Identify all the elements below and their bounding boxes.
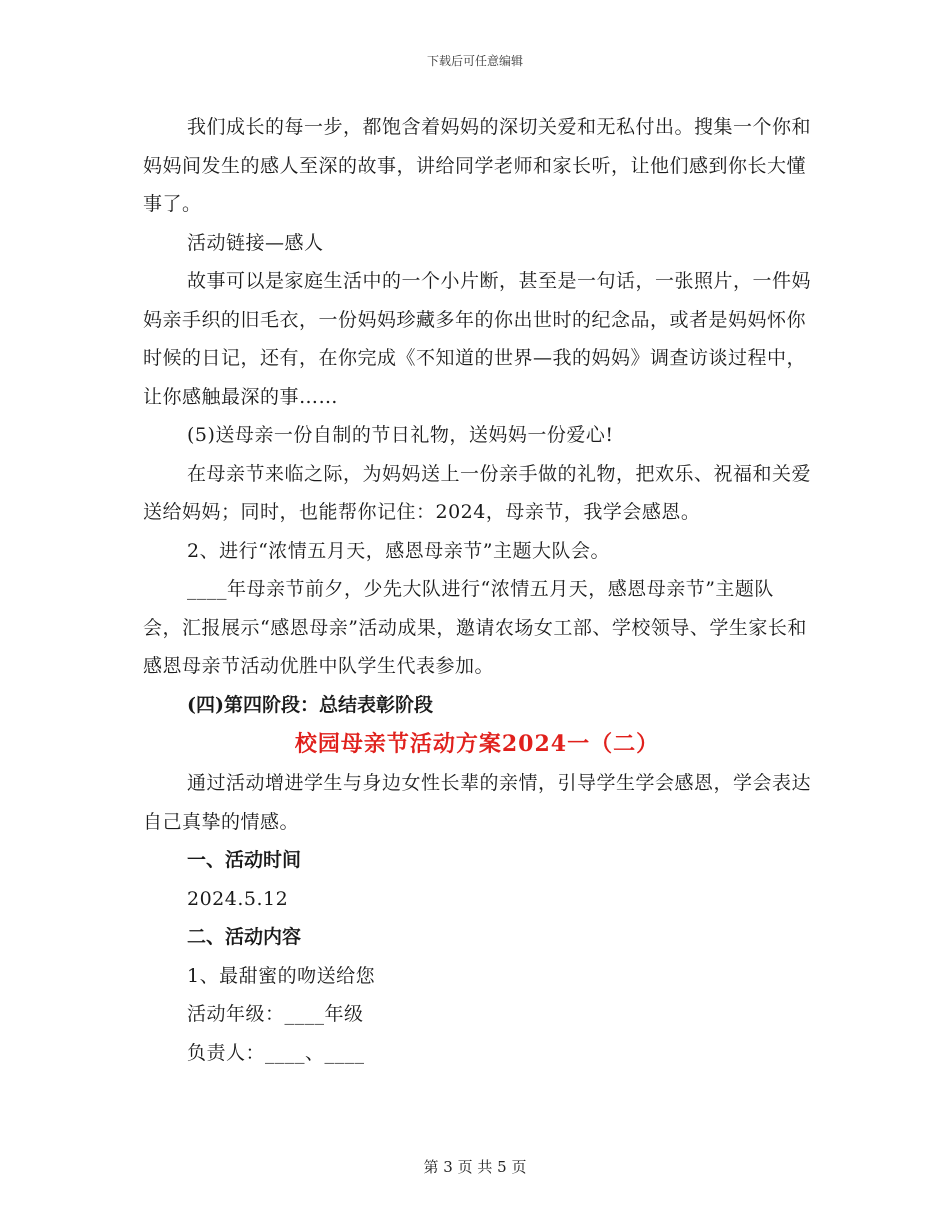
paragraph-date: 2024.5.12 xyxy=(187,887,289,910)
paragraph-meeting-details: ____年母亲节前夕，少先大队进行“浓情五月天，感恩母亲节”主题队会，汇报展示“感恩母亲”活动成果，邀请农场女工部、学校领导、学生家长和感恩母亲节活动优胜中队学生代表参加。 xyxy=(143,578,807,677)
heading-stage-four: (四)第四阶段：总结表彰阶段 xyxy=(187,693,433,716)
page-header: 下载后可任意编辑 xyxy=(426,54,523,68)
paragraph-grade: 活动年级：____年级 xyxy=(187,1003,364,1025)
section-title: 校园母亲节活动方案2024一（二） xyxy=(294,731,660,757)
paragraph-person-in-charge: 负责人：____、____ xyxy=(187,1041,365,1064)
paragraph-purpose: 通过活动增进学生与身边女性长辈的亲情，引导学生学会感恩，学会表达自己真挚的情感。 xyxy=(143,772,812,833)
paragraph-gift-item: (5)送母亲一份自制的节日礼物，送妈妈一份爱心! xyxy=(187,424,614,446)
paragraph-story-details: 故事可以是家庭生活中的一个小片断，甚至是一句话，一张照片，一件妈妈亲手织的旧毛衣，一份妈妈珍藏多年的你出世时的纪念品，或者是妈妈怀你时候的日记，还有，在你完成《不知道的世界—我的妈妈》调查访谈过程中，让你感触最深的事…… xyxy=(143,270,812,408)
paragraph-activity-link: 活动链接—感人 xyxy=(187,231,324,254)
paragraph-story-intro: 我们成长的每一步，都饱含着妈妈的深切关爱和无私付出。搜集一个你和妈妈间发生的感人至深的故事，讲给同学老师和家长听，让他们感到你长大懂事了。 xyxy=(143,116,812,215)
document-body xyxy=(143,108,811,1072)
paragraph-team-meeting: 2、进行“浓情五月天，感恩母亲节”主题大队会。 xyxy=(187,539,611,562)
paragraph-gift-details: 在母亲节来临之际，为妈妈送上一份亲手做的礼物，把欢乐、祝福和关爱送给妈妈；同时，也能帮你记住：2024，母亲节，我学会感恩。 xyxy=(143,462,812,523)
paragraph-sweet-kiss: 1、最甜蜜的吻送给您 xyxy=(187,964,376,987)
heading-activity-content: 二、活动内容 xyxy=(187,926,302,948)
page-footer: 第 3 页 共 5 页 xyxy=(423,1158,527,1176)
heading-activity-time: 一、活动时间 xyxy=(187,849,302,871)
